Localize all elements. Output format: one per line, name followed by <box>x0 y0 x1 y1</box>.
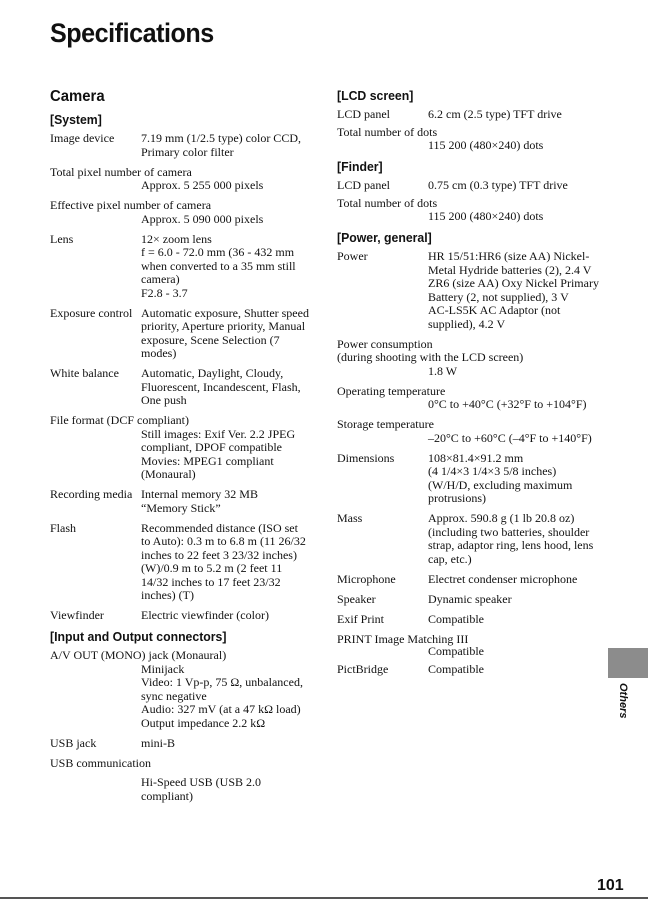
spec-row-mass <box>337 512 599 566</box>
spec-value: Hi-Speed USB (USB 2.0 compliant) <box>141 775 262 803</box>
spec-value: Minijack Video: 1 Vp-p, 75 Ω, unbalanced, sync negative Audio: 327 mV (at a 47 kΩ load) Output impedance 2.2 kΩ <box>141 661 303 730</box>
spec-label: USB communication <box>50 755 151 770</box>
spec-label: Recording media <box>50 487 133 501</box>
spec-row-finder-panel <box>337 179 599 193</box>
spec-value: 115 200 (480×240) dots <box>428 138 544 152</box>
spec-value: Compatible <box>428 644 484 658</box>
spec-row-lcd-panel <box>337 108 599 122</box>
spec-row-exif-print <box>337 613 599 627</box>
spec-label: LCD panel <box>337 107 390 121</box>
spec-row <box>50 522 310 603</box>
spec-row-lcd-dots <box>337 126 599 153</box>
right-column <box>337 88 599 683</box>
spec-label: A/V OUT (MONO) jack (Monaural) <box>50 648 227 662</box>
spec-label: Total number of dots <box>337 195 438 210</box>
spec-label: Flash <box>50 520 77 535</box>
spec-value: 115 200 (480×240) dots <box>428 209 544 223</box>
spec-label: White balance <box>50 366 119 380</box>
spec-label: Exposure control <box>50 305 133 320</box>
bottom-rule <box>0 897 648 899</box>
spec-label: Power consumption (during shooting with the LCD screen) <box>337 336 524 364</box>
side-tab-label: Others <box>617 683 629 719</box>
spec-label: PictBridge <box>337 661 389 676</box>
left-column <box>50 88 310 810</box>
spec-label: Total pixel number of camera <box>50 164 192 179</box>
spec-label: Power <box>337 249 368 263</box>
spec-row-av-out <box>50 649 310 730</box>
spec-label: Exif Print <box>337 611 384 626</box>
spec-row-operating-temperature <box>337 385 599 412</box>
spec-value: 7.19 mm (1/2.5 type) color CCD, Primary color filter <box>141 131 301 159</box>
spec-label: File format (DCF compliant) <box>50 413 189 427</box>
spec-value: Still images: Exif Ver. 2.2 JPEG compliant, DPOF compatible Movies: MPEG1 compliant (Monaural) <box>141 426 296 481</box>
spec-value: Recommended distance (ISO set to Auto): 0.3 m to 6.8 m (11 26/32 inches to 22 feet 3 23/32 inches) (W)/0.9 m to 5.2 m (2 feet 11 14/32 inches to 17 feet 23/32 inches) (T) <box>141 520 306 602</box>
spec-value: 6.2 cm (2.5 type) TFT drive <box>428 107 562 121</box>
spec-row <box>50 199 310 226</box>
spec-label: Image device <box>50 131 115 145</box>
spec-label: Total number of dots <box>337 124 438 139</box>
spec-value: Compatible <box>428 661 484 676</box>
spec-row-pictbridge <box>337 663 599 677</box>
spec-row <box>50 367 310 408</box>
spec-value: Electric viewfinder (color) <box>141 608 269 622</box>
spec-value: Automatic, Daylight, Cloudy, Fluorescent, Incandescent, Flash, One push <box>141 366 301 407</box>
spec-row <box>50 233 310 301</box>
system-spec-list <box>50 132 310 623</box>
section-heading-lcd: [LCD screen] <box>337 88 414 103</box>
spec-row-power-consumption <box>337 338 599 379</box>
page-title: Specifications <box>50 18 214 48</box>
spec-row <box>50 488 310 515</box>
section-heading-system: [System] <box>50 112 102 127</box>
category-heading-camera: Camera <box>50 88 105 105</box>
spec-row-power <box>337 250 599 331</box>
spec-label: Storage temperature <box>337 417 434 431</box>
spec-value: 0°C to +40°C (+32°F to +104°F) <box>428 397 587 411</box>
page-number: 101 <box>597 877 624 894</box>
spec-row-microphone <box>337 573 599 587</box>
spec-value: Approx. 5 090 000 pixels <box>141 211 264 226</box>
spec-value: HR 15/51:HR6 (size AA) Nickel-Metal Hydride batteries (2), 2.4 V ZR6 (size AA) Oxy Nickel Primary Battery (2, not supplied), 3 V AC-LS5K AC Adaptor (not supplied), 4.2 V <box>428 249 599 331</box>
spec-label: Effective pixel number of camera <box>50 198 212 212</box>
spec-row <box>50 132 310 159</box>
spec-label: Operating temperature <box>337 383 446 398</box>
spec-row <box>50 609 310 623</box>
spec-label: Viewfinder <box>50 608 104 622</box>
spec-row-print-image-matching <box>337 633 599 659</box>
spec-row <box>50 307 310 361</box>
spec-value: Approx. 5 255 000 pixels <box>141 178 264 192</box>
spec-row-storage-temperature <box>337 418 599 445</box>
spec-label: PRINT Image Matching III <box>337 631 469 646</box>
spec-value: Compatible <box>428 611 484 626</box>
section-heading-io: [Input and Output connectors] <box>50 629 227 644</box>
spec-label: Speaker <box>337 591 376 606</box>
spec-label: Microphone <box>337 571 396 586</box>
spec-value: 1.8 W <box>428 363 458 378</box>
spec-row-usb-communication <box>50 757 310 804</box>
spec-value: Electret condenser microphone <box>428 571 578 586</box>
spec-value: Dynamic speaker <box>428 591 512 606</box>
section-heading-finder: [Finder] <box>337 159 383 174</box>
section-heading-power: [Power, general] <box>337 230 432 245</box>
spec-value: Approx. 590.8 g (1 lb 20.8 oz) (including two batteries, shoulder strap, adaptor ring, lens hood, lens cap, etc.) <box>428 511 594 566</box>
spec-value: Internal memory 32 MB “Memory Stick” <box>141 487 258 515</box>
spec-label: Mass <box>337 511 363 525</box>
spec-row-speaker <box>337 593 599 607</box>
spec-value: 12× zoom lens f = 6.0 - 72.0 mm (36 - 432 mm when converted to a 35 mm still camera) F2.8 - 3.7 <box>141 231 296 300</box>
spec-label: Dimensions <box>337 450 395 465</box>
spec-row-dimensions <box>337 452 599 506</box>
spec-label: USB jack <box>50 735 97 750</box>
spec-row-finder-dots <box>337 197 599 224</box>
spec-label: Lens <box>50 231 74 246</box>
spec-label: LCD panel <box>337 178 390 192</box>
spec-row <box>50 414 310 482</box>
spec-row-usb-jack <box>50 737 310 751</box>
side-tab-marker <box>608 648 648 678</box>
spec-value: mini-B <box>141 735 176 750</box>
spec-value: Automatic exposure, Shutter speed priority, Aperture priority, Manual exposure, Scene Selection (7 modes) <box>141 305 309 360</box>
spec-value: 0.75 cm (0.3 type) TFT drive <box>428 178 568 192</box>
spec-value: –20°C to +60°C (–4°F to +140°F) <box>428 430 592 445</box>
spec-value: 108×81.4×91.2 mm (4 1/4×3 1/4×3 5/8 inches) (W/H/D, excluding maximum protrusions) <box>428 450 573 505</box>
spec-row <box>50 166 310 193</box>
